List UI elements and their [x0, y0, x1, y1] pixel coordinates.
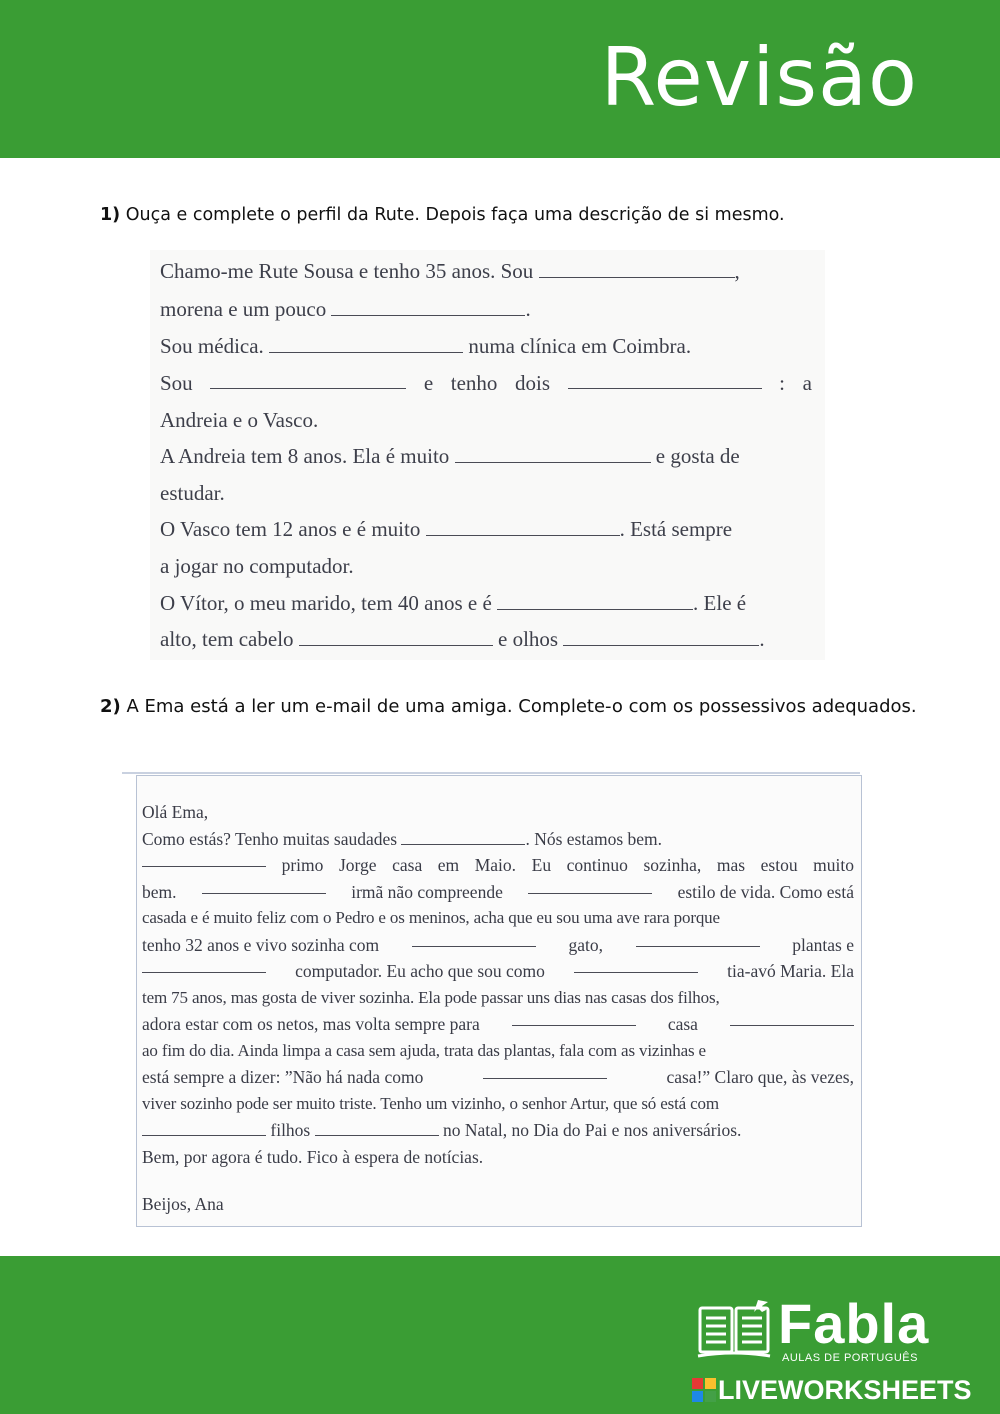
question-1-instruction [100, 202, 920, 228]
blank-input[interactable] [426, 517, 620, 536]
question-1-text: Ouça e complete o perfil da Rute. Depois faça uma descrição de si mesmo. [120, 205, 785, 225]
email-line-1: Como estás? Tenho muitas saudades . Nós estamos bem. [142, 829, 663, 849]
email-line-13: Bem, por agora é tudo. Fico à espera de notícias. [142, 1147, 484, 1167]
liveworksheets-logo-icon [692, 1378, 716, 1402]
blank-input[interactable] [568, 370, 762, 389]
ex1-line-8: O Vasco tem 12 anos e é muito . Está sempre [160, 517, 733, 541]
blank-input[interactable] [269, 334, 463, 353]
open-book-icon [696, 1300, 772, 1360]
blank-input[interactable] [331, 297, 525, 316]
ex1-line-4: Sou e tenho dois : a [160, 371, 812, 395]
blank-input[interactable] [483, 1064, 607, 1079]
blank-input[interactable] [401, 830, 525, 845]
ex1-line-6: A Andreia tem 8 anos. Ela é muito e gosta de [160, 444, 740, 468]
blank-input[interactable] [730, 1011, 854, 1026]
ex1-line-11: alto, tem cabelo e olhos . [160, 627, 765, 651]
blank-input[interactable] [210, 370, 406, 389]
blank-input[interactable] [142, 958, 266, 973]
ex1-line-1: Chamo-me Rute Sousa e tenho 35 anos. Sou , [160, 259, 740, 283]
brand-subtitle: AULAS DE PORTUGUÊS [782, 1352, 918, 1364]
ex1-line-10: O Vítor, o meu marido, tem 40 anos e é . Ele é [160, 591, 747, 615]
email-line-9: ao fim do dia. Ainda limpa a casa sem ajuda, trata das plantas, fala com as vizinhas e [142, 1041, 706, 1060]
ex1-line-9: a jogar no computador. [160, 554, 354, 578]
email-line-4: casada e é muito feliz com o Pedro e os meninos, acha que eu sou uma ave rara porque [142, 908, 720, 927]
email-line-6: computador. Eu acho que sou como tia-avó Maria. Ela [142, 958, 854, 984]
email-line-5: tenho 32 anos e vivo sozinha com gato, plantas e [142, 932, 854, 958]
header-banner [0, 0, 1000, 158]
email-line-2: primo Jorge casa em Maio. Eu continuo sozinha, mas estou muito [142, 852, 854, 878]
email-greeting: Olá Ema, [142, 802, 209, 822]
blank-input[interactable] [574, 958, 698, 973]
email-box-top-rule [122, 772, 860, 774]
blank-input[interactable] [539, 259, 735, 278]
email-line-11: viver sozinho pode ser muito triste. Tenho um vizinho, o senhor Artur, que só está com [142, 1094, 719, 1113]
question-2-instruction [100, 694, 920, 720]
blank-input[interactable] [528, 879, 652, 894]
blank-input[interactable] [142, 1121, 266, 1136]
email-signoff: Beijos, Ana [142, 1194, 224, 1214]
ex1-line-7: estudar. [160, 481, 225, 505]
blank-input[interactable] [636, 932, 760, 947]
email-line-3: bem. irmã não compreende estilo de vida. Como está [142, 879, 854, 905]
blank-input[interactable] [315, 1121, 439, 1136]
ex1-line-3: Sou médica. numa clínica em Coimbra. [160, 334, 692, 358]
question-2-number: 2) [100, 696, 121, 717]
blank-input[interactable] [412, 932, 536, 947]
blank-input[interactable] [455, 444, 651, 463]
blank-input[interactable] [142, 852, 266, 867]
email-line-7: tem 75 anos, mas gosta de viver sozinha. Ela pode passar uns dias nas casas dos filhos, [142, 988, 720, 1007]
blank-input[interactable] [202, 879, 326, 894]
email-line-8: adora estar com os netos, mas volta sempre para casa [142, 1011, 854, 1037]
blank-input[interactable] [512, 1011, 636, 1026]
page-title: Revisão [600, 31, 918, 124]
ex1-line-5: Andreia e o Vasco. [160, 408, 319, 432]
ex1-line-2: morena e um pouco . [160, 297, 531, 321]
blank-input[interactable] [563, 627, 759, 646]
brand-logo-text: Fabla [778, 1292, 930, 1355]
email-line-10: está sempre a dizer: ”Não há nada como casa!” Claro que, às vezes, [142, 1064, 854, 1090]
question-2-text: A Ema está a ler um e-mail de uma amiga. Complete-o com os possessivos adequados. [120, 696, 917, 717]
email-line-12: filhos no Natal, no Dia do Pai e nos aniversários. [142, 1117, 854, 1143]
blank-input[interactable] [497, 591, 693, 610]
liveworksheets-wordmark: LIVEWORKSHEETS [718, 1375, 972, 1405]
question-1-number: 1) [100, 205, 121, 225]
blank-input[interactable] [299, 627, 493, 646]
